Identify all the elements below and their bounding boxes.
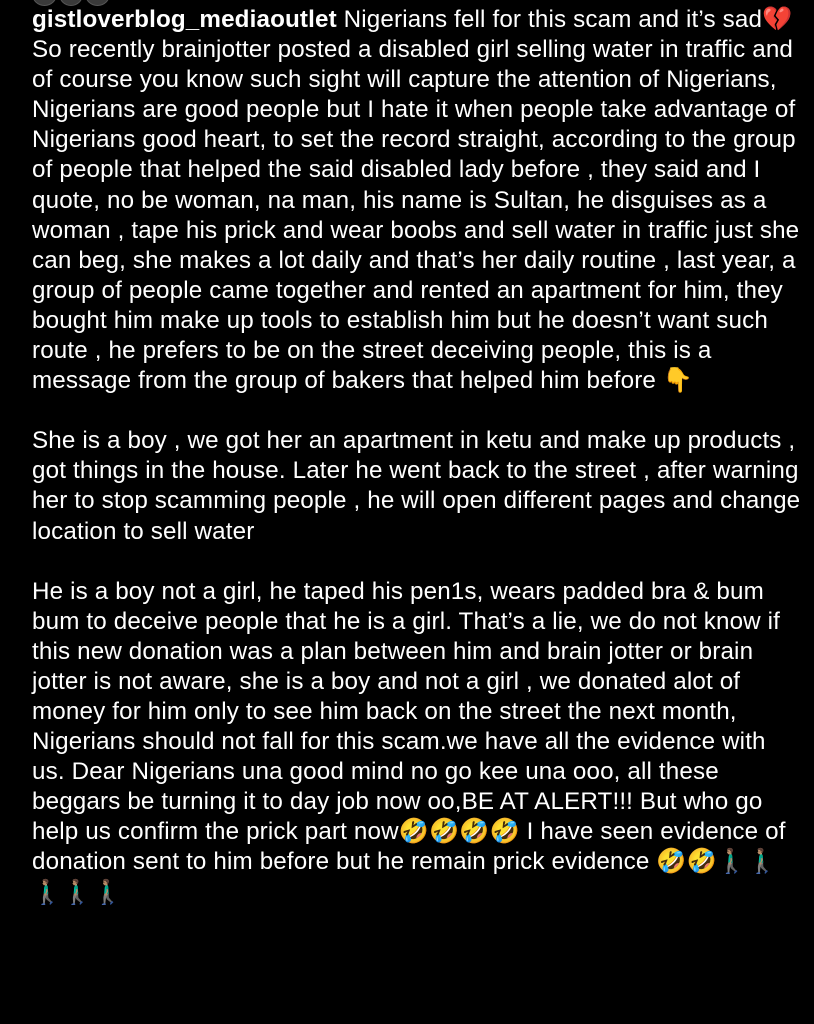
caption-text-1: Nigerians fell for this scam and it’s sad💔 So recently brainjotter posted a disabled girl selling water in traffic and of course you know such sight will capture the attention of Nigerians, Nigerians are good people but I hate it when people take advantage of Nigerians good heart, to set the record straight, according to the group of people that helped the said disabled lady before , they said and I quote, no be woman, na man, his name is Sultan, he disguises as a woman , tape his prick and wear boobs and sell water in traffic just she can beg, she makes a lot daily and that’s her daily routine , last year, a group of people came together and rented an apartment for him, they bought him make up tools to establish him but he doesn’t want such route , he prefers to be on the street deceiving people, this is a message from the group of bakers that helped him before 👇 bbox=[32, 6, 800, 395]
liker-avatars[interactable] bbox=[32, 0, 110, 4]
caption-paragraph-2: She is a boy , we got her an apartment in ketu and make up products , got things in the house. Later he went back to the street , after warning her to stop scamming people , he will open different pages and change location to sell water bbox=[32, 427, 801, 545]
username-link[interactable]: gistloverblog_mediaoutlet bbox=[32, 6, 337, 33]
caption-paragraph-1 bbox=[32, 5, 804, 396]
caption-paragraph-3: He is a boy not a girl, he taped his pen1s, wears padded bra & bum bum to deceive people that he is a girl. That’s a lie, we do not know if this new donation was a plan between him and brain jotter or brain jotter is not aware, she is a boy and not a girl , we donated alot of money for him only to see him back on the street the next month, Nigerians should not fall for this scam.we have all the evidence with us. Dear Nigerians una good mind no go kee una ooo, all these beggars be turning it to day job now oo,BE AT ALERT!!! But who go help us confirm the prick part now🤣🤣🤣🤣 I have seen evidence of donation sent to him before but he remain prick evidence 🤣🤣🚶🏽‍♂️🚶🏽‍♂️🚶🏽‍♂️🚶🏽‍♂️🚶🏽‍♂️ bbox=[32, 577, 786, 906]
post-caption bbox=[32, 5, 804, 908]
